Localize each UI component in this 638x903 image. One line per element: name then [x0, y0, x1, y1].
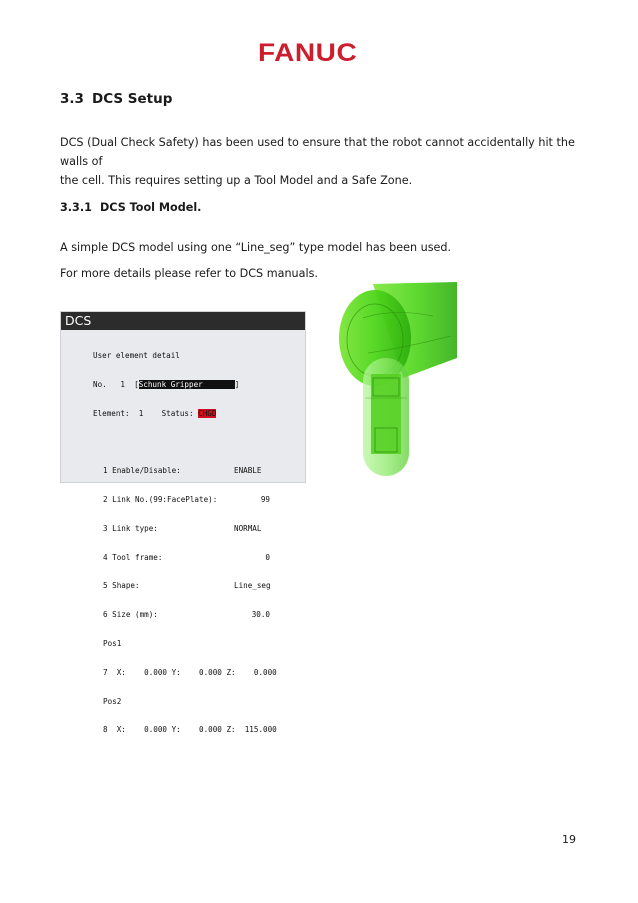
body-paragraph: [60, 238, 590, 283]
section-heading: [60, 91, 172, 107]
intro-line-1: DCS (Dual Check Safety) has been used to ensure that the robot cannot accidentally hit the walls of: [60, 136, 575, 168]
dcs-item-value: ENABLE: [234, 466, 262, 476]
dcs-screen-content: [61, 330, 305, 754]
section-title: DCS Setup: [92, 91, 173, 107]
dcs-element-label: Element: 1 Status:: [93, 408, 199, 418]
dcs-item-label: 3 Link type:: [103, 523, 158, 533]
dcs-pos1-label: Pos1: [103, 639, 122, 648]
section-number: 3.3: [60, 91, 84, 107]
dcs-item-label: 2 Link No.(99:FacePlate):: [103, 495, 218, 505]
fanuc-logo: FANUC: [258, 39, 358, 67]
dcs-item-label: 6 Size (mm):: [103, 610, 158, 620]
dcs-pos2-label: Pos2: [103, 696, 122, 706]
dcs-no-close: ]: [234, 379, 240, 389]
dcs-item-label: 5 Shape:: [103, 581, 140, 591]
dcs-heading: User element detail: [93, 351, 180, 361]
body-line-1: A simple DCS model using one “Line_seg” type model has been used.: [60, 241, 452, 254]
dcs-item-label: 4 Tool frame:: [103, 552, 163, 562]
intro-line-2: the cell. This requires setting up a Tool Model and a Safe Zone.: [60, 174, 413, 187]
dcs-screen-title: DCS: [61, 312, 305, 330]
dcs-pos2-row: 8 X: 0.000 Y: 0.000 Z: 115.000: [103, 725, 277, 735]
gripper-body: [371, 374, 401, 454]
dcs-element-name: Schunk Gripper: [138, 379, 235, 389]
dcs-status-badge: CHGD: [198, 408, 217, 418]
dcs-no-label: No. 1 [: [93, 379, 139, 389]
dcs-item-value: Line_seg: [234, 581, 271, 591]
dcs-pos1-row: 7 X: 0.000 Y: 0.000 Z: 0.000: [103, 667, 277, 677]
dcs-item-value: 0: [265, 552, 270, 562]
dcs-screenshot: [60, 311, 306, 735]
subsection-number: 3.3.1: [60, 201, 92, 214]
intro-paragraph: [60, 133, 590, 190]
subsection-title: DCS Tool Model.: [100, 201, 202, 214]
page-number: 19: [562, 833, 576, 846]
dcs-item-value: 30.0: [251, 610, 270, 620]
dcs-item-label: 1 Enable/Disable:: [103, 466, 181, 476]
body-line-2: For more details please refer to DCS manuals.: [60, 267, 318, 280]
dcs-item-value: NORMAL: [234, 523, 262, 533]
subsection-heading: [60, 201, 201, 214]
dcs-item-value: 99: [260, 495, 270, 505]
robot-tool-model-image: [333, 278, 459, 478]
